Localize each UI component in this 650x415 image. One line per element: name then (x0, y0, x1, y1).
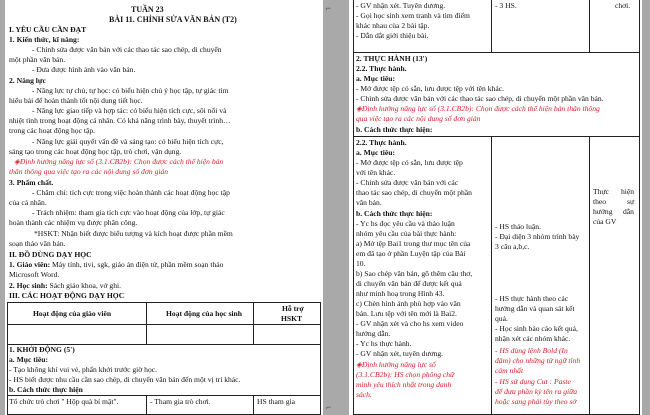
text-line: trong các hoạt động học tập. (9, 126, 96, 135)
digital-competency-note: (3.1.CB2b): HS chọn phông chữ (356, 370, 455, 379)
text-line: - Năng lực giao tiếp và hợp tác: có biểu hiện tích cực, sôi nổi và (32, 106, 227, 115)
label-teacher: 1. Giáo viên: (9, 260, 51, 269)
table-cell: - Tạo không khí vui vẻ, phấn khởi trước giờ học. (9, 365, 158, 374)
table-cell: hướng dẫn và quan sát kết (495, 304, 575, 313)
text-line: - Năng lực tự chủ, tự học: có biểu hiện chủ ý học tập, tự giác tìm (32, 86, 229, 95)
table-cell: theo (593, 197, 607, 206)
table-cell: như minh hoạ trong Hình 43. (356, 289, 445, 298)
table-cell: - 3 HS. (495, 1, 517, 10)
table-cell: hoặc sang phải tùy theo sở (495, 397, 577, 406)
table-cell: Tổ chức trò chơi " Hộp quà bí mật". (9, 397, 119, 406)
lesson-title: BÀI 11. CHỈNH SỬA VĂN BẢN (T2) (109, 15, 237, 24)
label-student: 2. Học sinh: (9, 281, 48, 290)
table-cell: HS tham gia (257, 397, 295, 406)
table-cell: - Mở được tệp có sẵn, lưu được tệp với tên khác. (356, 84, 504, 93)
table-cell: - GV nhận xét và cho hs xem video (356, 319, 464, 328)
subsection-heading: 1. Kiến thức, kĩ năng: (9, 35, 80, 44)
text-line: soạn thảo văn bản. (9, 239, 66, 248)
table-cell: đậm) cho những từ ngữ tình (495, 356, 581, 365)
digital-competency-note: ◈Định hướng năng lực số (356, 360, 436, 369)
table-cell: để đưa phần kỳ tên ra giữa (495, 387, 578, 396)
section-heading: I. YÊU CẦU CẦN ĐẠT (9, 25, 87, 34)
text-line: *HSKT: Nhận biết được biểu tượng và kích hoạt được phần mềm (34, 229, 233, 238)
table-col-divider (146, 302, 147, 344)
table-cell: - Yc hs đọc yêu cầu và thảo luận (356, 219, 455, 228)
table-cell: - Học sinh báo cáo kết quả, (495, 324, 578, 333)
table-cell: sự (627, 197, 635, 206)
table-cell: cảm nhất (495, 366, 524, 375)
table-cell: - GV nhận xét. Tuyên dương. (356, 1, 446, 10)
table-cell: văn bản. (356, 198, 382, 207)
table-cell: - HS sử dụng Cut : Paste (495, 377, 571, 386)
table-cell: 2.2. Thực hành. (356, 138, 407, 147)
table-cell: - Yc hs thực hành. (356, 339, 412, 348)
table-cell: dẫn (623, 207, 634, 216)
table-col-divider (146, 395, 147, 415)
table-cell: c) Chèn hình ảnh phù hợp vào văn (356, 299, 461, 308)
table-cell: nhóm yêu cầu của bài thực hành: (356, 229, 457, 238)
table-cell: - Gọi học sinh xem tranh và tìm điểm (356, 11, 470, 20)
table-cell: di chuyển văn bản để được kết quả (356, 279, 462, 288)
text-line (9, 260, 223, 270)
table-cell: - Chỉnh sửa được văn bản với các thao tác sao chép, di chuyển một phần văn bản. (356, 94, 604, 103)
table-cell: b) Sao chép văn bản, gõ thêm câu thơ, (356, 269, 473, 278)
table-cell: - Dẫn dắt giới thiệu bài. (356, 31, 429, 40)
table-header: Hoạt động của giáo viên (33, 309, 112, 318)
document-page-right (349, 0, 642, 415)
table-cell: - Chỉnh sửa được văn bản với các (356, 178, 459, 187)
document-page-left (5, 0, 323, 415)
section-heading: III. CÁC HOẠT ĐỘNG DẠY HỌC (9, 291, 125, 300)
text-line: hoàn thành các nhiệm vụ được phân công. (9, 218, 138, 227)
table-col-divider (589, 136, 590, 415)
table-col-divider (491, 0, 492, 52)
table-cell: 10. (356, 259, 366, 268)
table-header: Hoạt động của học sinh (166, 309, 242, 318)
table-col-divider (589, 0, 590, 52)
table-cell: chơi. (615, 1, 631, 10)
subsection-heading: 2. Năng lực (9, 76, 46, 85)
digital-competency-note: ◈Định hướng năng lực số (3.1.CB2b): Chọn được cách thể hiện bản thân thông (356, 104, 600, 113)
gutter-corner-mark: ⌐ (326, 402, 332, 412)
digital-competency-note: sách. (356, 390, 372, 399)
table-cell: - HS biết được nhu cầu cần sao chép, di chuyển văn bản đến một vị trí khác. (9, 375, 241, 384)
table-cell: quả. (495, 314, 508, 323)
table-row-divider (7, 324, 321, 325)
table-cell: hiện (621, 187, 635, 196)
table-row-divider (353, 52, 640, 53)
table-cell: nhận xét các nhóm khác. (495, 334, 571, 343)
digital-competency-note: ◈Định hướng năng lực số (3.1.CB2b): Chọn được cách thể hiện bản (14, 157, 224, 166)
table-cell: b. Cách thức thực hiện: (356, 209, 433, 218)
digital-competency-note: mình yêu thích nhất trong danh (356, 380, 452, 389)
table-cell: b. Cách thức thực hiện (9, 385, 83, 394)
text-line: một phần văn bản. (9, 55, 66, 64)
table-cell: - HS dùng lệnh Bold (In (495, 346, 568, 355)
text-line (9, 281, 121, 291)
text-line: - Năng lực giải quyết vấn đề và sáng tạo: có biểu hiện tích cực, (32, 137, 224, 146)
gutter-corner-mark: ⌐ (326, 3, 332, 13)
text-line: Microsoft Word. (9, 270, 60, 279)
table-cell: - GV nhận xét, tuyên dương. (356, 349, 444, 358)
text-line: của cá nhân. (9, 198, 47, 207)
table-cell: bản. Lưu tệp với tên mới là Bai2. (356, 309, 457, 318)
table-cell: a) Mở tệp Bai1 trong thư mục tên của (356, 239, 471, 248)
text-line: hiểu bài để hoàn thành tốt nội dung tiết học. (9, 96, 143, 105)
table-cell: - Tham gia trò chơi. (150, 397, 211, 406)
section-heading: II. ĐỒ DÙNG DẠY HỌC (9, 250, 92, 259)
table-cell: b. Cách thức thực hiện: (356, 125, 433, 134)
table-cell: hướng dẫn. (356, 329, 391, 338)
table-cell: Thực (593, 187, 609, 196)
table-cell: 2.2. Thực hành. (356, 64, 407, 73)
table-row-divider (353, 136, 640, 137)
table-cell: - Đại diện 3 nhóm trình bày (495, 232, 580, 241)
table-cell: hướng (593, 207, 613, 216)
table-header: Hỗ trợ (282, 304, 304, 313)
table-col-divider (491, 136, 492, 415)
week-heading: TUẦN 23 (131, 5, 164, 14)
table-cell: 1. KHỞI ĐỘNG (5') (9, 345, 75, 354)
table-cell: 2. THỰC HÀNH (13') (356, 54, 428, 63)
digital-competency-note: qua việc tạo ra các nội dung số đơn giản (356, 114, 481, 123)
table-cell: - HS thảo luận. (495, 222, 541, 231)
subsection-heading: 3. Phẩm chất. (9, 178, 54, 187)
table-cell: 3 câu a,b,c. (495, 242, 530, 251)
table-col-divider (253, 395, 254, 415)
digital-competency-note: thân thông qua việc tạo ra các nội dung số đơn giản (9, 167, 169, 176)
value-teacher: Máy tính, tivi, sgk, giáo án điện tử, phần mềm soạn thảo (50, 260, 224, 269)
table-cell: a. Mục tiêu: (356, 148, 396, 157)
table-cell: - HS thực hành theo các (495, 294, 569, 303)
text-line: nhiệt tình trong hoạt động cá nhân. Có khả năng trình bày, thuyết trình… (9, 116, 231, 125)
table-row-divider (7, 395, 321, 396)
table-cell: em đã tạo ở phần Luyện tập của Bài (356, 249, 466, 258)
table-col-divider (253, 302, 254, 344)
text-line: - Trách nhiệm: tham gia tích cực vào hoạt động của lớp, tự giác (32, 208, 225, 217)
table-cell: - Mở được tệp có sẵn, lưu được tệp (356, 158, 463, 167)
table-cell: a. Mục tiêu: (356, 74, 396, 83)
table-cell: với tên khác. (356, 168, 396, 177)
value-student: Sách giáo khoa, vở ghi. (47, 281, 122, 290)
table-header: HSKT (281, 314, 303, 323)
text-line: - Đưa được hình ảnh vào văn bản. (32, 65, 136, 74)
text-line: - Chỉnh sửa được văn bản với các thao tác sao chép, di chuyển (32, 45, 222, 54)
table-cell: của GV (593, 217, 617, 226)
text-line: - Chăm chỉ: tích cực trong việc hoàn thành các hoạt động học tập (32, 188, 230, 197)
text-line: sáng tạo trong các hoạt động học tập, trò chơi, vận dụng. (9, 147, 182, 156)
table-cell: khác nhau của 2 bài tập. (356, 21, 430, 30)
table-cell: a. Mục tiêu: (9, 355, 49, 364)
table-cell: thao tác sao chép, di chuyển một phần (356, 188, 472, 197)
